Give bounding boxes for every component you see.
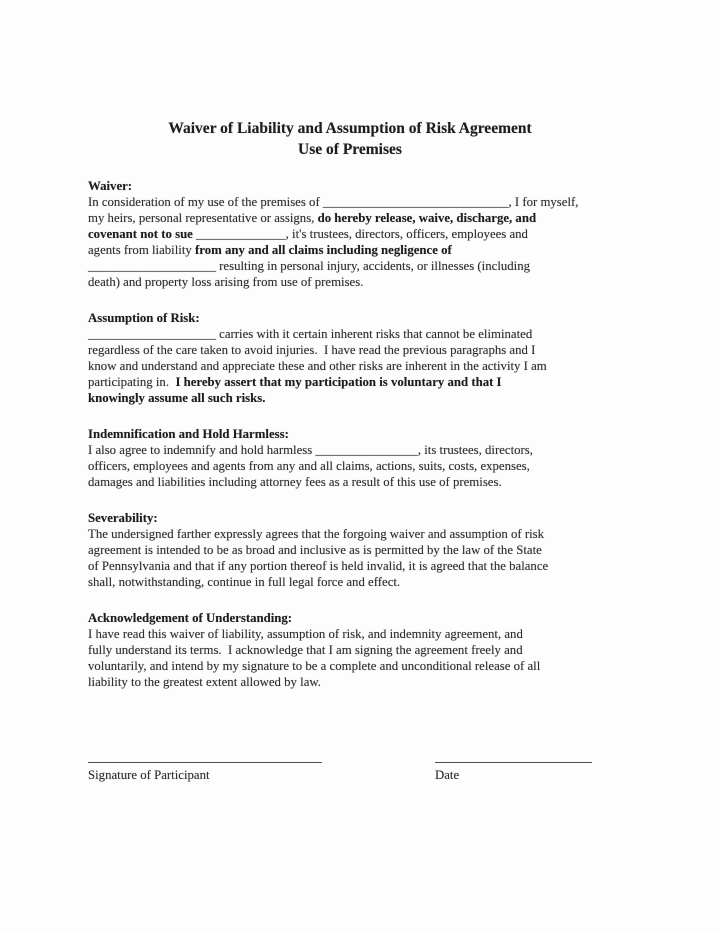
text-line — [88, 258, 628, 274]
text-line — [88, 358, 628, 374]
text-line — [88, 574, 628, 590]
text-run: officers, employees and agents from any and all claims, actions, suits, costs, expenses, — [88, 459, 530, 473]
text-run: knowingly assume all such risks. — [88, 391, 266, 405]
text-run: my heirs, personal representative or assigns, — [88, 211, 318, 225]
text-run: , its trustees, directors, — [417, 443, 533, 457]
document-body — [88, 178, 628, 690]
section-heading: Acknowledgement of Understanding: — [88, 611, 293, 625]
signature-line — [88, 750, 322, 763]
text-line — [88, 458, 628, 474]
section-assumption-of-risk — [88, 310, 628, 406]
signature-block — [88, 750, 628, 784]
text-run: regardless of the care taken to avoid injuries. I have read the previous paragraphs and I — [88, 343, 536, 357]
text-line — [88, 342, 628, 358]
blank-underline: ______________ — [196, 227, 286, 241]
text-line — [88, 226, 628, 242]
text-line — [88, 210, 628, 226]
text-line — [88, 658, 628, 674]
section-severability — [88, 510, 628, 590]
text-line — [88, 526, 628, 542]
text-line — [88, 390, 628, 406]
section-acknowledgement-of-understanding — [88, 610, 628, 690]
text-line — [88, 542, 628, 558]
text-line — [88, 674, 628, 690]
text-line — [88, 374, 628, 390]
text-line — [88, 442, 628, 458]
text-run: covenant not to sue — [88, 227, 193, 241]
text-run: carries with it certain inherent risks that cannot be eliminated — [215, 327, 533, 341]
document-content — [88, 118, 628, 784]
blank-underline: ____________________ — [88, 327, 216, 341]
text-line — [88, 642, 628, 658]
text-run: participating in. — [88, 375, 176, 389]
text-run: I hereby assert that my participation is voluntary and that I — [175, 375, 502, 389]
text-run: shall, notwithstanding, continue in full legal force and effect. — [88, 575, 401, 589]
signature-label: Signature of Participant — [88, 768, 210, 782]
text-line — [88, 194, 628, 210]
text-line — [88, 626, 628, 642]
participant-signature-field — [88, 750, 322, 784]
text-run: I also agree to indemnify and hold harmless — [88, 443, 316, 457]
text-run: voluntarily, and intend by my signature to be a complete and unconditional release of all — [88, 659, 541, 673]
section-heading: Waiver: — [88, 179, 133, 193]
date-field — [435, 750, 592, 784]
text-run: I have read this waiver of liability, assumption of risk, and indemnity agreement, and — [88, 627, 523, 641]
blank-underline: ________________ — [315, 443, 418, 457]
text-run: damages and liabilities including attorney fees as a result of this use of premises. — [88, 475, 502, 489]
section-heading: Assumption of Risk: — [88, 311, 200, 325]
text-line — [88, 558, 628, 574]
section-indemnification-and-hold-harmless — [88, 426, 628, 490]
date-line — [435, 750, 592, 763]
blank-underline: _____________________________ — [322, 195, 509, 209]
text-run: , it's trustees, directors, officers, employees and — [285, 227, 528, 241]
text-run: death) and property loss arising from use of premises. — [88, 275, 364, 289]
text-run: of Pennsylvania and that if any portion thereof is held invalid, it is agreed that the balance — [88, 559, 549, 573]
date-label: Date — [435, 768, 460, 782]
document-title — [88, 118, 612, 160]
section-heading: Severability: — [88, 511, 158, 525]
title-line-2: Use of Premises — [298, 141, 402, 158]
text-run: , I for myself, — [508, 195, 579, 209]
text-run: In consideration of my use of the premises of — [88, 195, 323, 209]
text-line — [88, 274, 628, 290]
title-line-1: Waiver of Liability and Assumption of Risk Agreement — [168, 120, 532, 137]
blank-underline: ____________________ — [88, 259, 216, 273]
text-run: agreement is intended to be as broad and inclusive as is permitted by the law of the State — [88, 543, 542, 557]
text-run: from any and all claims including negligence of — [194, 243, 452, 257]
text-run: know and understand and appreciate these and other risks are inherent in the activity I am — [88, 359, 547, 373]
section-waiver — [88, 178, 628, 290]
text-run: resulting in personal injury, accidents, or illnesses (including — [215, 259, 531, 273]
text-line — [88, 242, 628, 258]
text-run: fully understand its terms. I acknowledge that I am signing the agreement freely and — [88, 643, 523, 657]
text-line — [88, 326, 628, 342]
text-run: The undersigned farther expressly agrees that the forgoing waiver and assumption of risk — [88, 527, 545, 541]
text-line — [88, 474, 628, 490]
text-run: agents from liability — [88, 243, 195, 257]
text-run: liability to the greatest extent allowed by law. — [88, 675, 321, 689]
section-heading: Indemnification and Hold Harmless: — [88, 427, 289, 441]
text-run: do hereby release, waive, discharge, and — [317, 211, 537, 225]
